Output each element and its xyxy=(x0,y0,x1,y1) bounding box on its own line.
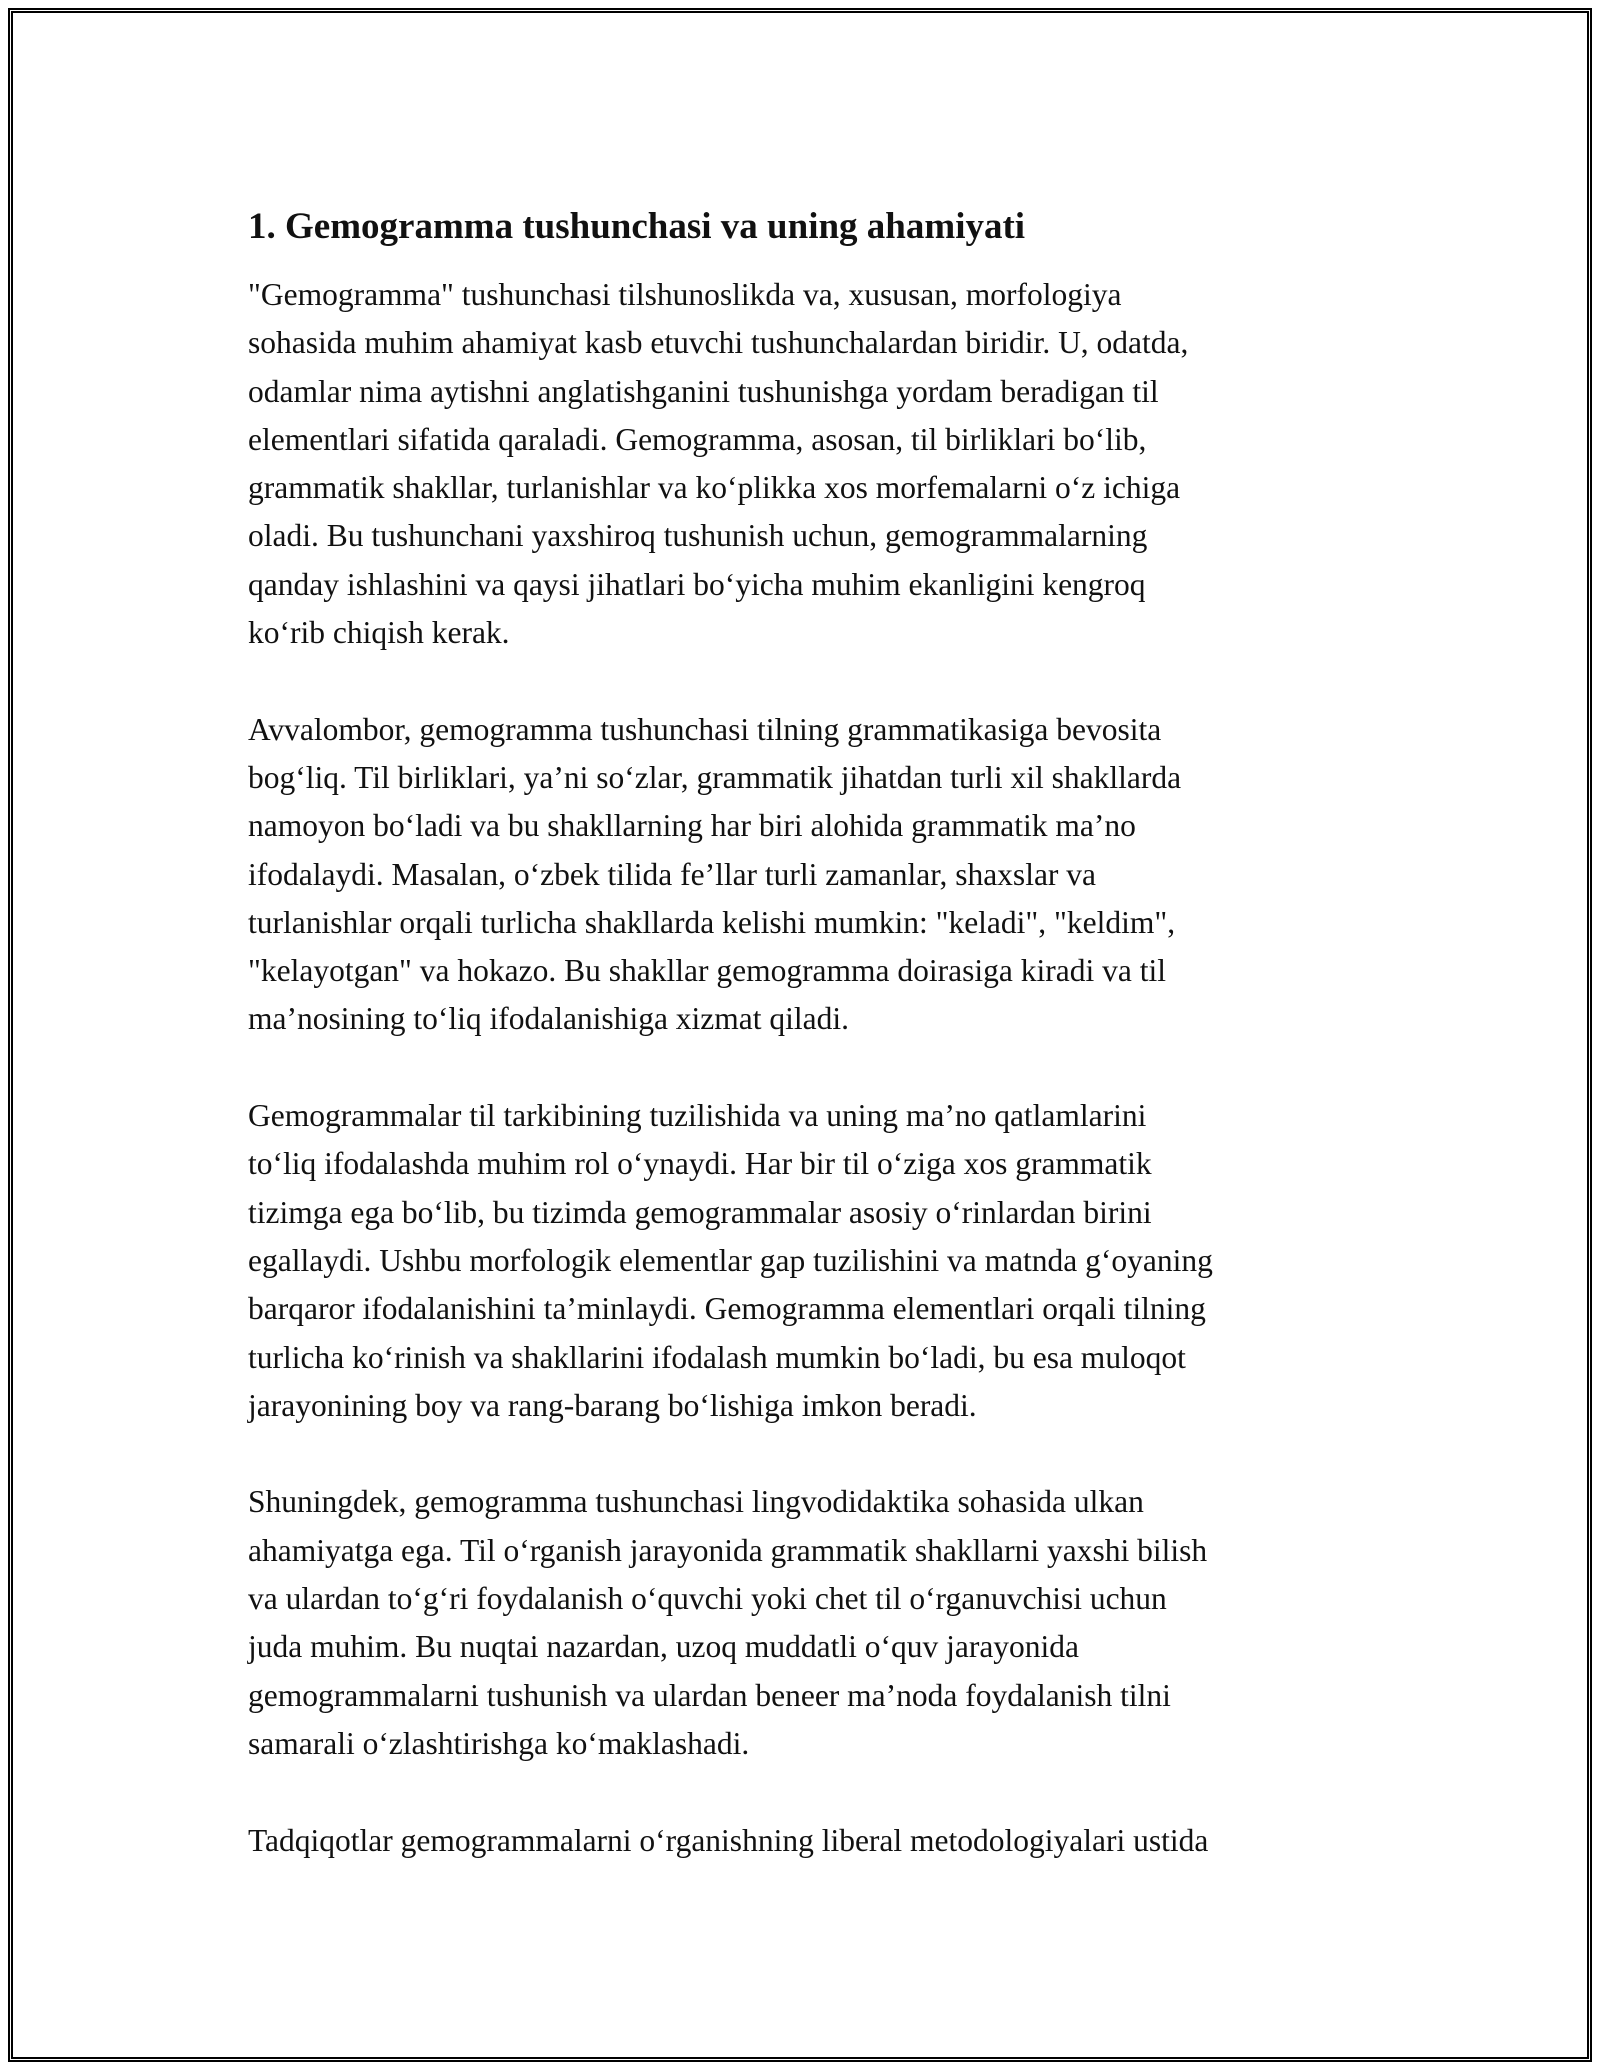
text-line: jarayonining boy va rang-barang bo‘lishiga imkon beradi. xyxy=(248,1387,977,1423)
paragraph-5 xyxy=(248,1817,1378,1865)
text-line: grammatik shakllar, turlanishlar va ko‘plikka xos morfemalarni o‘z ichiga xyxy=(248,470,1181,506)
text-line: Avvalombor, gemogramma tushunchasi tilning grammatikasiga bevosita xyxy=(248,711,1162,747)
text-line: egallaydi. Ushbu morfologik elementlar gap tuzilishini va matnda g‘oyaning xyxy=(248,1242,1213,1278)
text-line: namoyon bo‘ladi va bu shakllarning har biri alohida grammatik ma’no xyxy=(248,808,1136,844)
text-line: to‘liq ifodalashda muhim rol o‘ynaydi. Har bir til o‘ziga xos grammatik xyxy=(248,1146,1152,1182)
page-frame xyxy=(8,8,1592,2062)
text-line: barqaror ifodalanishini ta’minlaydi. Gemogramma elementlari orqali tilning xyxy=(248,1291,1206,1327)
text-line: juda muhim. Bu nuqtai nazardan, uzoq muddatli o‘quv jarayonida xyxy=(248,1629,1080,1665)
text-line: "kelayotgan" va hokazo. Bu shakllar gemogramma doirasiga kiradi va til xyxy=(248,953,1166,989)
text-line: turlanishlar orqali turlicha shakllarda kelishi mumkin: "keladi", "keldim", xyxy=(248,904,1176,940)
text-line: samarali o‘zlashtirishga ko‘maklashadi. xyxy=(248,1725,750,1761)
text-line: tizimga ega bo‘lib, bu tizimda gemogrammalar asosiy o‘rinlardan birini xyxy=(248,1194,1152,1230)
text-line: Shuningdek, gemogramma tushunchasi lingvodidaktika sohasida ulkan xyxy=(248,1484,1144,1520)
text-line: oladi. Bu tushunchani yaxshiroq tushunish uchun, gemogrammalarning xyxy=(248,518,1148,554)
document-body xyxy=(248,203,1378,1913)
text-line: turlicha ko‘rinish va shakllarini ifodalash mumkin bo‘ladi, bu esa muloqot xyxy=(248,1339,1186,1375)
text-line: Gemogrammalar til tarkibining tuzilishida va uning ma’no qatlamlarini xyxy=(248,1098,1147,1134)
text-line: ifodalaydi. Masalan, o‘zbek tilida fe’llar turli zamanlar, shaxslar va xyxy=(248,856,1097,892)
text-line: ma’nosining to‘liq ifodalanishiga xizmat qiladi. xyxy=(248,1001,850,1037)
section-heading: 1. Gemogramma tushunchasi va uning ahamiyati xyxy=(248,206,1026,247)
paragraph-4 xyxy=(248,1478,1378,1768)
text-line: qanday ishlashini va qaysi jihatlari bo‘yicha muhim ekanligini kengroq xyxy=(248,566,1146,602)
text-line: elementlari sifatida qaraladi. Gemogramma, asosan, til birliklari bo‘lib, xyxy=(248,421,1147,457)
text-line: ko‘rib chiqish kerak. xyxy=(248,615,510,651)
text-line: bog‘liq. Til birliklari, ya’ni so‘zlar, grammatik jihatdan turli xil shakllarda xyxy=(248,759,1182,795)
paragraph-1 xyxy=(248,271,1378,657)
text-line: ahamiyatga ega. Til o‘rganish jarayonida grammatik shakllarni yaxshi bilish xyxy=(248,1532,1208,1568)
text-line: sohasida muhim ahamiyat kasb etuvchi tushunchalardan biridir. U, odatda, xyxy=(248,325,1189,361)
text-line: gemogrammalarni tushunish va ulardan beneer ma’noda foydalanish tilni xyxy=(248,1677,1171,1713)
text-line: va ulardan to‘g‘ri foydalanish o‘quvchi yoki chet til o‘rganuvchisi uchun xyxy=(248,1581,1167,1617)
paragraph-2 xyxy=(248,706,1378,1044)
paragraph-3 xyxy=(248,1092,1378,1430)
text-line: "Gemogramma" tushunchasi tilshunoslikda va, xususan, morfologiya xyxy=(248,277,1122,312)
text-line: Tadqiqotlar gemogrammalarni o‘rganishning liberal metodologiyalari ustida xyxy=(248,1822,1209,1858)
text-line: odamlar nima aytishni anglatishganini tushunishga yordam beradigan til xyxy=(248,373,1159,409)
